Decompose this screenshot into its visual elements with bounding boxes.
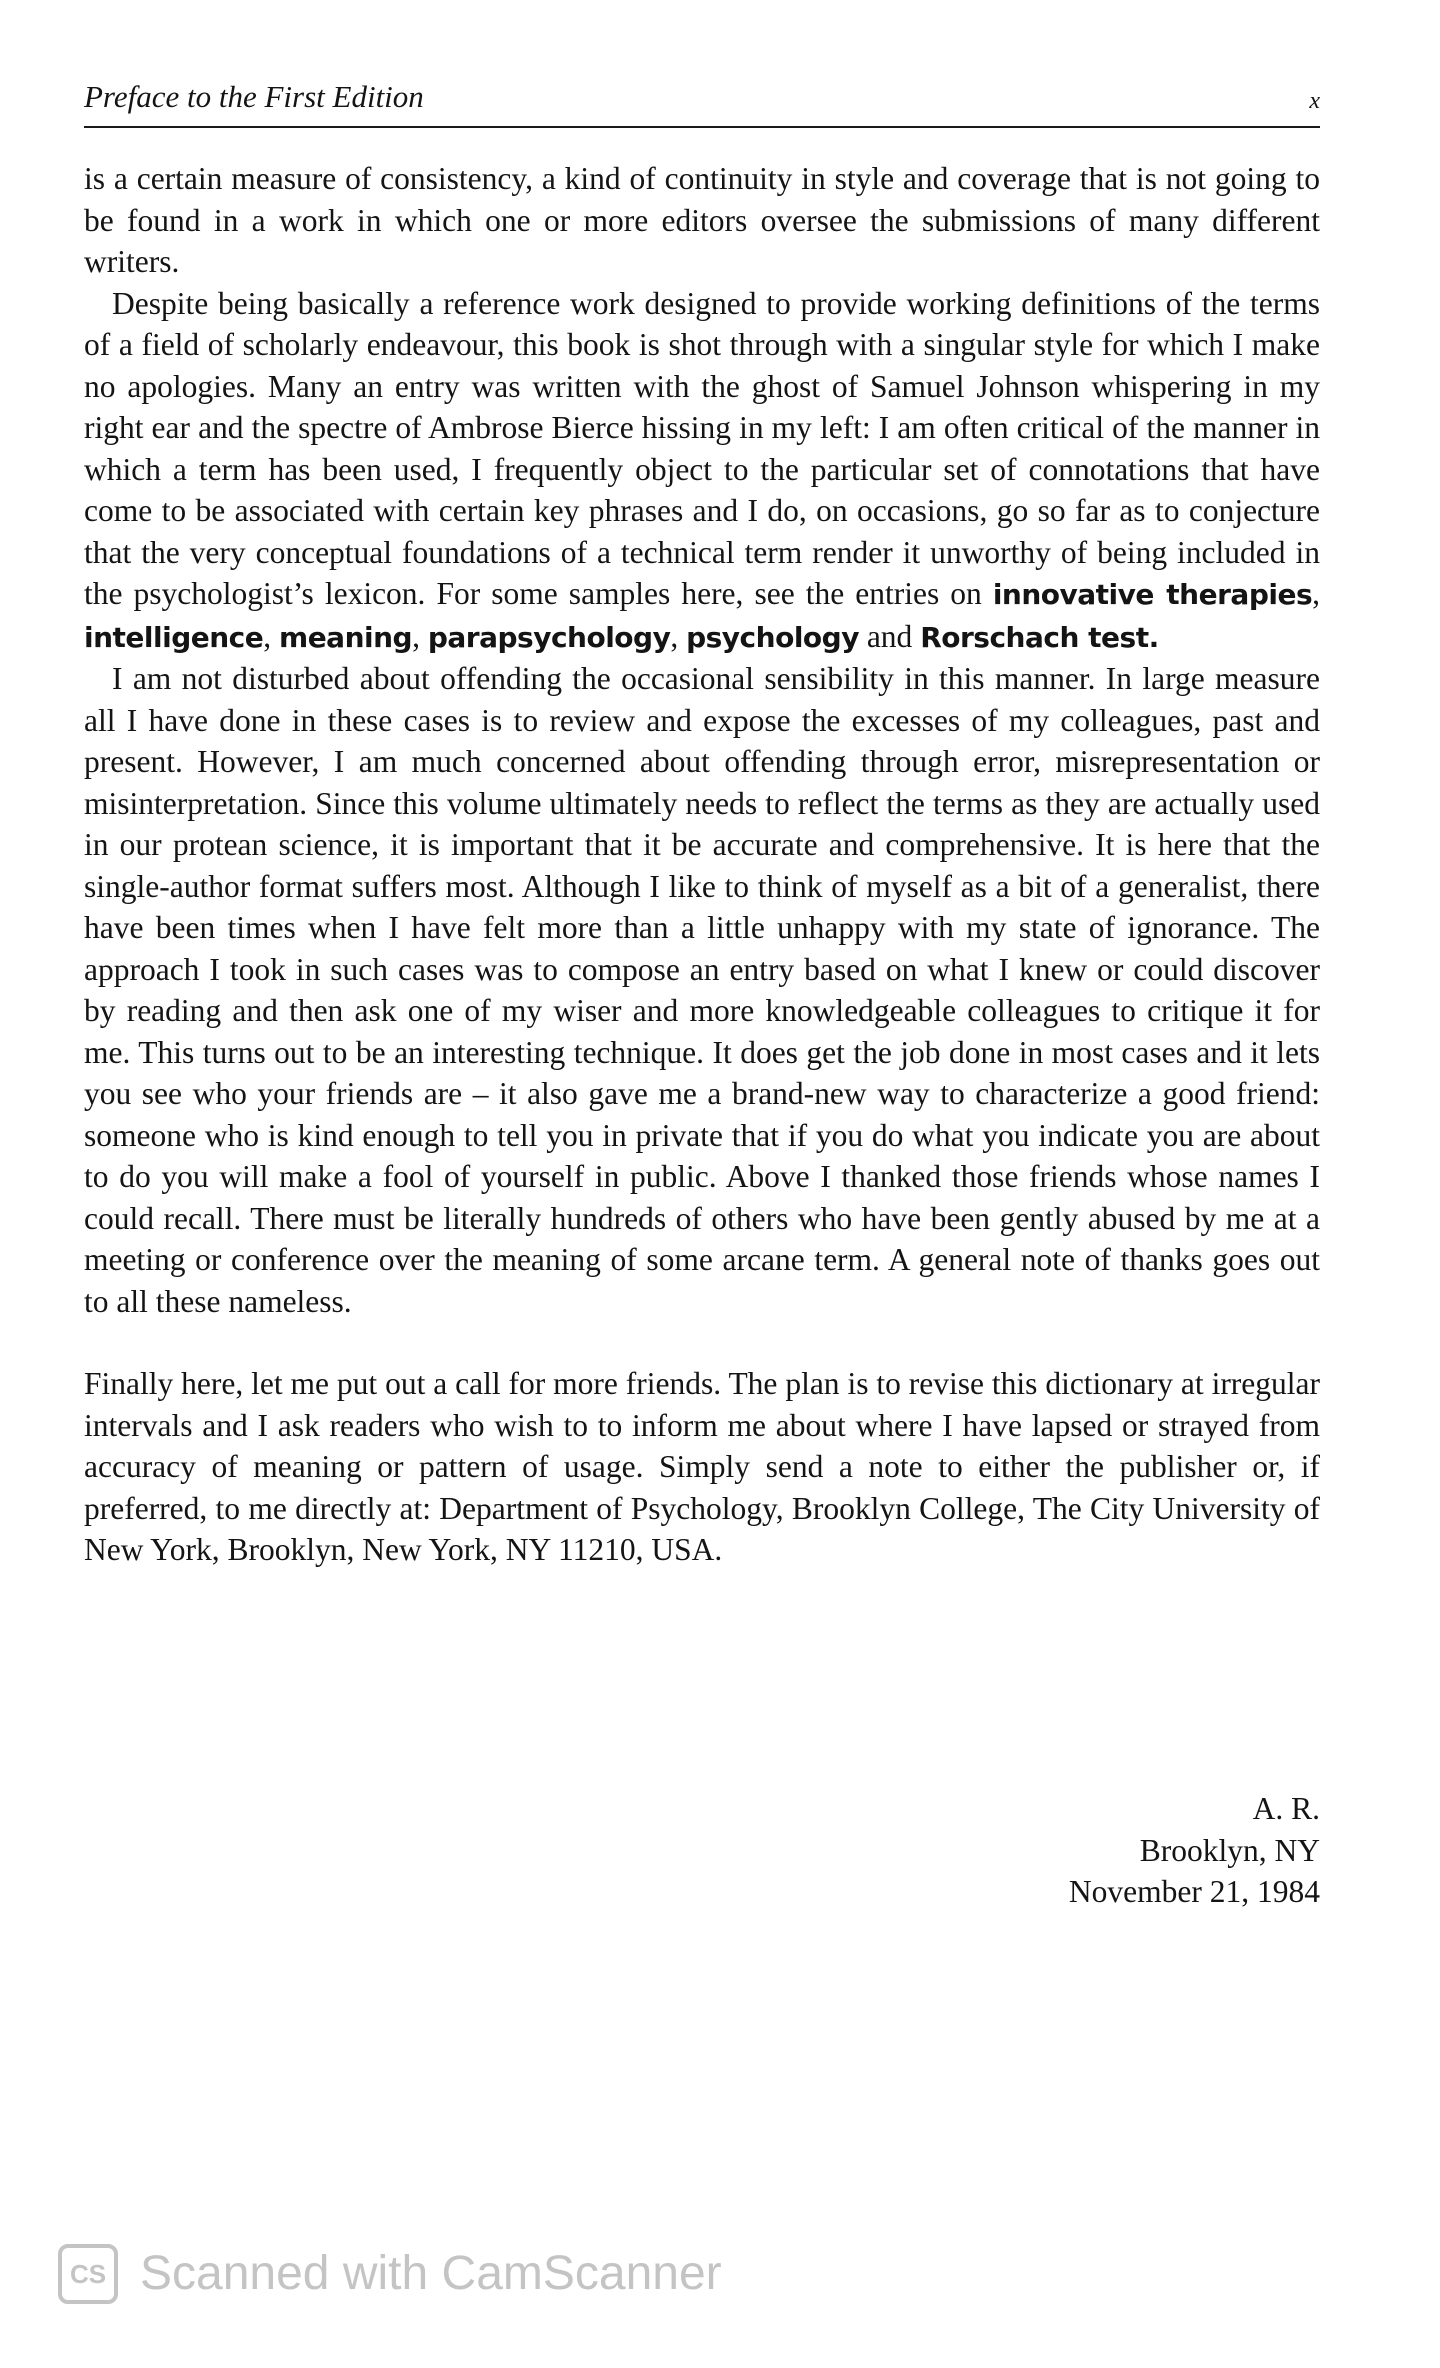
paragraph-continuation: is a certain measure of consistency, a kind of continuity in style and coverage that is not going to be found in a work in which one or more editors oversee the submissions of many different writers. [84,161,1320,279]
body-text [84,158,1320,1571]
term-conjunction: and [866,618,913,654]
watermark-text: Scanned with CamScanner [140,2247,722,2300]
entry-term-innovative-therapies: innovative therapies [992,578,1313,611]
page-number: x [1309,88,1320,114]
signature-date: November 21, 1984 [1068,1874,1320,1909]
entry-term-parapsychology: parapsychology [427,620,671,654]
paragraph-offending: I am not disturbed about offending the occasional sensibility in this manner. In large measure all I have done in these cases is to review and expose the excesses of my colleagues, past and present. However, I am much concerned about offending through error, misrepresentation or misinterpretation. Since this volume ultimately needs to reflect the terms as they are actually used in our protean science, it is important that it be accurate and comprehensive. It is here that the single-author format suffers most. Although I like to think of myself as a bit of a generalist, there have been times when I have felt more than a little unhappy with my state of ignorance. The approach I took in such cases was to compose an entry based on what I knew or could discover by reading and then ask one of my wiser and more knowledgeable colleagues to critique it for me. This turns out to be an interesting technique. It does get the job done in most cases and it lets you see who your friends are – it also gave me a brand-new way to characterize a good friend: someone who is kind enough to tell you in private that if you do what you indicate you are about to do you will make a fool of yourself in public. Above I thanked those friends whose names I could recall. There must be literally hundreds of others who have been gently abused by me at a meeting or conference over the meaning of some arcane term. A general note of thanks goes out to all these nameless. [84,661,1320,1319]
camscanner-watermark [58,2240,818,2310]
running-title: Preface to the First Edition [84,79,424,114]
running-head [84,78,1320,128]
term-separator: , [412,618,420,654]
term-separator: , [1312,576,1320,611]
signature-place: Brooklyn, NY [1139,1832,1320,1868]
signature-block [1069,1788,1320,1913]
entry-term-rorschach-test: Rorschach test [920,620,1149,654]
signature-initials: A. R. [1252,1791,1320,1826]
term-separator: , [670,618,679,654]
term-separator: , [263,618,272,654]
term-terminator: . [1148,620,1159,654]
paragraph-style-text: Despite being basically a reference work designed to provide working definitions of the terms of a field of scholarly endeavour, this book is shot through with a singular style for which I make no apologies. Many an entry was written with the ghost of Samuel Johnson whispering in my right ear and the spectre of Ambrose Bierce hissing in my left: I am often critical of the manner in which a term has been used, I frequently object to the particular set of connotations that have come to be associated with certain key phrases and I do, on occasions, go so far as to conjecture that the very conceptual foundations of a technical term render it unworthy of being included in the psychologist’s lexicon. For some samples here, see the entries on [84,285,1320,611]
camscanner-logo-icon: CS [58,2244,118,2304]
entry-term-meaning: meaning [279,620,413,654]
paragraph-call-for-friends: Finally here, let me put out a call for more friends. The plan is to revise this dictionary at irregular intervals and I ask readers who wish to to inform me about where I have lapsed or strayed from accuracy of meaning or pattern of usage. Simply send a note to either the publisher or, if preferred, to me directly at: Department of Psychology, Brooklyn College, The City University of New York, Brooklyn, New York, NY 11210, USA. [84,1366,1320,1567]
entry-term-intelligence: intelligence [84,620,264,654]
entry-term-psychology: psychology [686,620,859,654]
paragraph-style [84,283,1320,659]
